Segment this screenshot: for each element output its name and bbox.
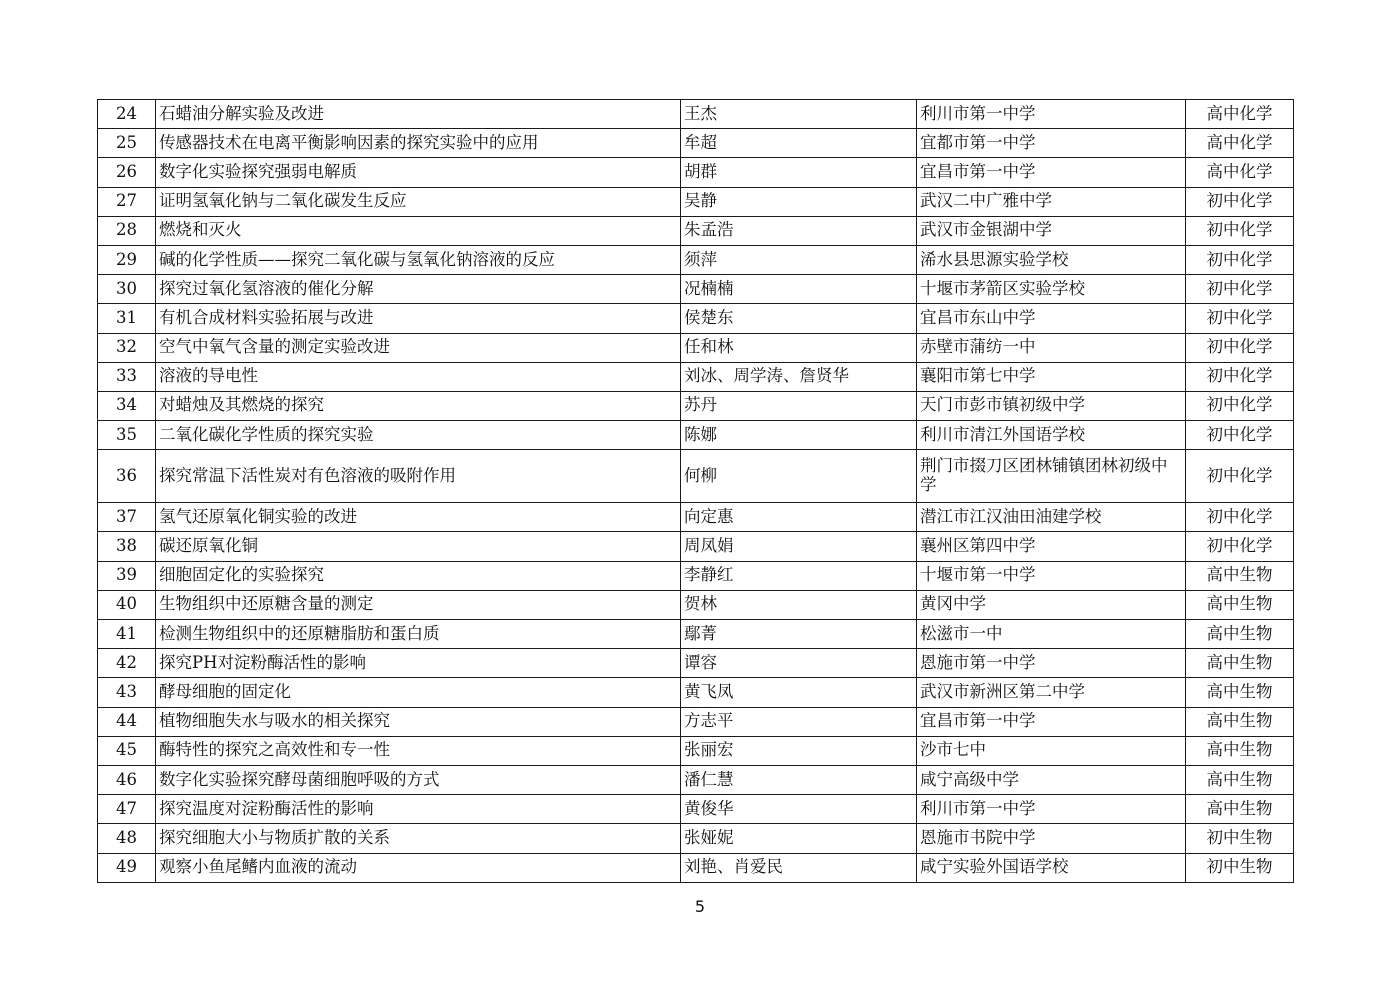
table-row (98, 275, 1294, 304)
project-title-cell: 细胞固定化的实验探究 (156, 561, 681, 590)
school-cell: 荆门市掇刀区团林铺镇团林初级中学 (917, 450, 1186, 503)
category-cell: 初中化学 (1186, 503, 1294, 532)
table-row (98, 707, 1294, 736)
table-row (98, 532, 1294, 561)
category-cell: 初中化学 (1186, 362, 1294, 391)
row-number-cell: 39 (98, 561, 156, 590)
category-cell: 高中生物 (1186, 736, 1294, 765)
author-cell: 吴静 (681, 187, 917, 216)
category-cell: 初中化学 (1186, 216, 1294, 245)
row-number-cell: 29 (98, 245, 156, 274)
project-title-cell: 碱的化学性质——探究二氧化碳与氢氧化钠溶液的反应 (156, 245, 681, 274)
category-cell: 初中化学 (1186, 275, 1294, 304)
row-number-cell: 32 (98, 333, 156, 362)
project-title-cell: 检测生物组织中的还原糖脂肪和蛋白质 (156, 620, 681, 649)
project-title-cell: 酵母细胞的固定化 (156, 678, 681, 707)
row-number-cell: 43 (98, 678, 156, 707)
author-cell: 侯楚东 (681, 304, 917, 333)
row-number-cell: 40 (98, 590, 156, 619)
school-cell: 松滋市一中 (917, 620, 1186, 649)
author-cell: 朱孟浩 (681, 216, 917, 245)
table-row (98, 304, 1294, 333)
table-row (98, 129, 1294, 158)
author-cell: 须萍 (681, 245, 917, 274)
table-row (98, 421, 1294, 450)
project-title-cell: 生物组织中还原糖含量的测定 (156, 590, 681, 619)
table-row (98, 245, 1294, 274)
table-row (98, 158, 1294, 187)
school-cell: 咸宁实验外国语学校 (917, 853, 1186, 882)
category-cell: 初中化学 (1186, 391, 1294, 420)
category-cell: 高中生物 (1186, 765, 1294, 794)
project-title-cell: 燃烧和灭火 (156, 216, 681, 245)
category-cell: 初中化学 (1186, 187, 1294, 216)
school-cell: 天门市彭市镇初级中学 (917, 391, 1186, 420)
category-cell: 初中生物 (1186, 824, 1294, 853)
table-row (98, 765, 1294, 794)
author-cell: 刘艳、肖爱民 (681, 853, 917, 882)
project-title-cell: 二氧化碳化学性质的探究实验 (156, 421, 681, 450)
author-cell: 张娅妮 (681, 824, 917, 853)
table-row (98, 362, 1294, 391)
row-number-cell: 33 (98, 362, 156, 391)
author-cell: 方志平 (681, 707, 917, 736)
author-cell: 王杰 (681, 100, 917, 129)
author-cell: 李静红 (681, 561, 917, 590)
row-number-cell: 44 (98, 707, 156, 736)
category-cell: 初中化学 (1186, 333, 1294, 362)
project-title-cell: 探究过氧化氢溶液的催化分解 (156, 275, 681, 304)
table-row (98, 795, 1294, 824)
table-row (98, 503, 1294, 532)
category-cell: 高中化学 (1186, 158, 1294, 187)
table-row (98, 450, 1294, 503)
category-cell: 高中化学 (1186, 100, 1294, 129)
school-cell: 宜昌市东山中学 (917, 304, 1186, 333)
table-row (98, 678, 1294, 707)
table-row (98, 620, 1294, 649)
table-row (98, 216, 1294, 245)
school-cell: 宜昌市第一中学 (917, 707, 1186, 736)
school-cell: 潜江市江汉油田油建学校 (917, 503, 1186, 532)
school-cell: 恩施市第一中学 (917, 649, 1186, 678)
project-title-cell: 氢气还原氧化铜实验的改进 (156, 503, 681, 532)
school-cell: 武汉市新洲区第二中学 (917, 678, 1186, 707)
table-row (98, 187, 1294, 216)
school-cell: 浠水县思源实验学校 (917, 245, 1186, 274)
author-cell: 苏丹 (681, 391, 917, 420)
table-row (98, 590, 1294, 619)
category-cell: 初中生物 (1186, 853, 1294, 882)
school-cell: 襄阳市第七中学 (917, 362, 1186, 391)
project-title-cell: 数字化实验探究酵母菌细胞呼吸的方式 (156, 765, 681, 794)
project-title-cell: 探究细胞大小与物质扩散的关系 (156, 824, 681, 853)
row-number-cell: 47 (98, 795, 156, 824)
table-row (98, 561, 1294, 590)
school-cell: 武汉二中广雅中学 (917, 187, 1186, 216)
row-number-cell: 42 (98, 649, 156, 678)
school-cell: 赤壁市蒲纺一中 (917, 333, 1186, 362)
row-number-cell: 45 (98, 736, 156, 765)
table-body (98, 100, 1294, 883)
school-cell: 武汉市金银湖中学 (917, 216, 1186, 245)
author-cell: 贺林 (681, 590, 917, 619)
project-title-cell: 碳还原氧化铜 (156, 532, 681, 561)
author-cell: 胡群 (681, 158, 917, 187)
project-title-cell: 探究常温下活性炭对有色溶液的吸附作用 (156, 450, 681, 503)
project-title-cell: 探究PH对淀粉酶活性的影响 (156, 649, 681, 678)
school-cell: 十堰市茅箭区实验学校 (917, 275, 1186, 304)
author-cell: 潘仁慧 (681, 765, 917, 794)
project-title-cell: 酶特性的探究之高效性和专一性 (156, 736, 681, 765)
project-title-cell: 有机合成材料实验拓展与改进 (156, 304, 681, 333)
school-cell: 宜都市第一中学 (917, 129, 1186, 158)
category-cell: 初中化学 (1186, 304, 1294, 333)
row-number-cell: 31 (98, 304, 156, 333)
row-number-cell: 49 (98, 853, 156, 882)
project-title-cell: 数字化实验探究强弱电解质 (156, 158, 681, 187)
category-cell: 初中化学 (1186, 421, 1294, 450)
row-number-cell: 46 (98, 765, 156, 794)
author-cell: 周凤娟 (681, 532, 917, 561)
row-number-cell: 25 (98, 129, 156, 158)
table-row (98, 736, 1294, 765)
row-number-cell: 38 (98, 532, 156, 561)
project-title-cell: 空气中氧气含量的测定实验改进 (156, 333, 681, 362)
category-cell: 高中生物 (1186, 795, 1294, 824)
project-title-cell: 石蜡油分解实验及改进 (156, 100, 681, 129)
table-row (98, 824, 1294, 853)
category-cell: 高中生物 (1186, 590, 1294, 619)
award-list-table (97, 99, 1294, 883)
author-cell: 陈娜 (681, 421, 917, 450)
table-row (98, 391, 1294, 420)
category-cell: 高中生物 (1186, 678, 1294, 707)
category-cell: 高中生物 (1186, 620, 1294, 649)
school-cell: 黄冈中学 (917, 590, 1186, 619)
author-cell: 谭容 (681, 649, 917, 678)
category-cell: 初中化学 (1186, 245, 1294, 274)
school-cell: 十堰市第一中学 (917, 561, 1186, 590)
page-number: 5 (694, 897, 706, 916)
project-title-cell: 传感器技术在电离平衡影响因素的探究实验中的应用 (156, 129, 681, 158)
project-title-cell: 观察小鱼尾鳍内血液的流动 (156, 853, 681, 882)
table-row (98, 333, 1294, 362)
school-cell: 沙市七中 (917, 736, 1186, 765)
school-cell: 利川市第一中学 (917, 100, 1186, 129)
author-cell: 向定惠 (681, 503, 917, 532)
row-number-cell: 37 (98, 503, 156, 532)
table-row (98, 649, 1294, 678)
school-cell: 咸宁高级中学 (917, 765, 1186, 794)
row-number-cell: 28 (98, 216, 156, 245)
school-cell: 襄州区第四中学 (917, 532, 1186, 561)
category-cell: 高中生物 (1186, 707, 1294, 736)
project-title-cell: 溶液的导电性 (156, 362, 681, 391)
author-cell: 况楠楠 (681, 275, 917, 304)
school-cell: 恩施市书院中学 (917, 824, 1186, 853)
row-number-cell: 36 (98, 450, 156, 503)
row-number-cell: 34 (98, 391, 156, 420)
category-cell: 高中化学 (1186, 129, 1294, 158)
author-cell: 牟超 (681, 129, 917, 158)
row-number-cell: 48 (98, 824, 156, 853)
school-cell: 宜昌市第一中学 (917, 158, 1186, 187)
category-cell: 高中生物 (1186, 649, 1294, 678)
author-cell: 任和林 (681, 333, 917, 362)
row-number-cell: 41 (98, 620, 156, 649)
author-cell: 黄俊华 (681, 795, 917, 824)
project-title-cell: 证明氢氧化钠与二氧化碳发生反应 (156, 187, 681, 216)
row-number-cell: 24 (98, 100, 156, 129)
school-cell: 利川市第一中学 (917, 795, 1186, 824)
table-row (98, 853, 1294, 882)
row-number-cell: 26 (98, 158, 156, 187)
author-cell: 黄飞凤 (681, 678, 917, 707)
author-cell: 何柳 (681, 450, 917, 503)
category-cell: 初中化学 (1186, 532, 1294, 561)
author-cell: 张丽宏 (681, 736, 917, 765)
table-row (98, 100, 1294, 129)
row-number-cell: 35 (98, 421, 156, 450)
category-cell: 初中化学 (1186, 450, 1294, 503)
row-number-cell: 30 (98, 275, 156, 304)
project-title-cell: 植物细胞失水与吸水的相关探究 (156, 707, 681, 736)
category-cell: 高中生物 (1186, 561, 1294, 590)
project-title-cell: 探究温度对淀粉酶活性的影响 (156, 795, 681, 824)
project-title-cell: 对蜡烛及其燃烧的探究 (156, 391, 681, 420)
author-cell: 刘冰、周学涛、詹贤华 (681, 362, 917, 391)
school-cell: 利川市清江外国语学校 (917, 421, 1186, 450)
row-number-cell: 27 (98, 187, 156, 216)
author-cell: 鄢菁 (681, 620, 917, 649)
